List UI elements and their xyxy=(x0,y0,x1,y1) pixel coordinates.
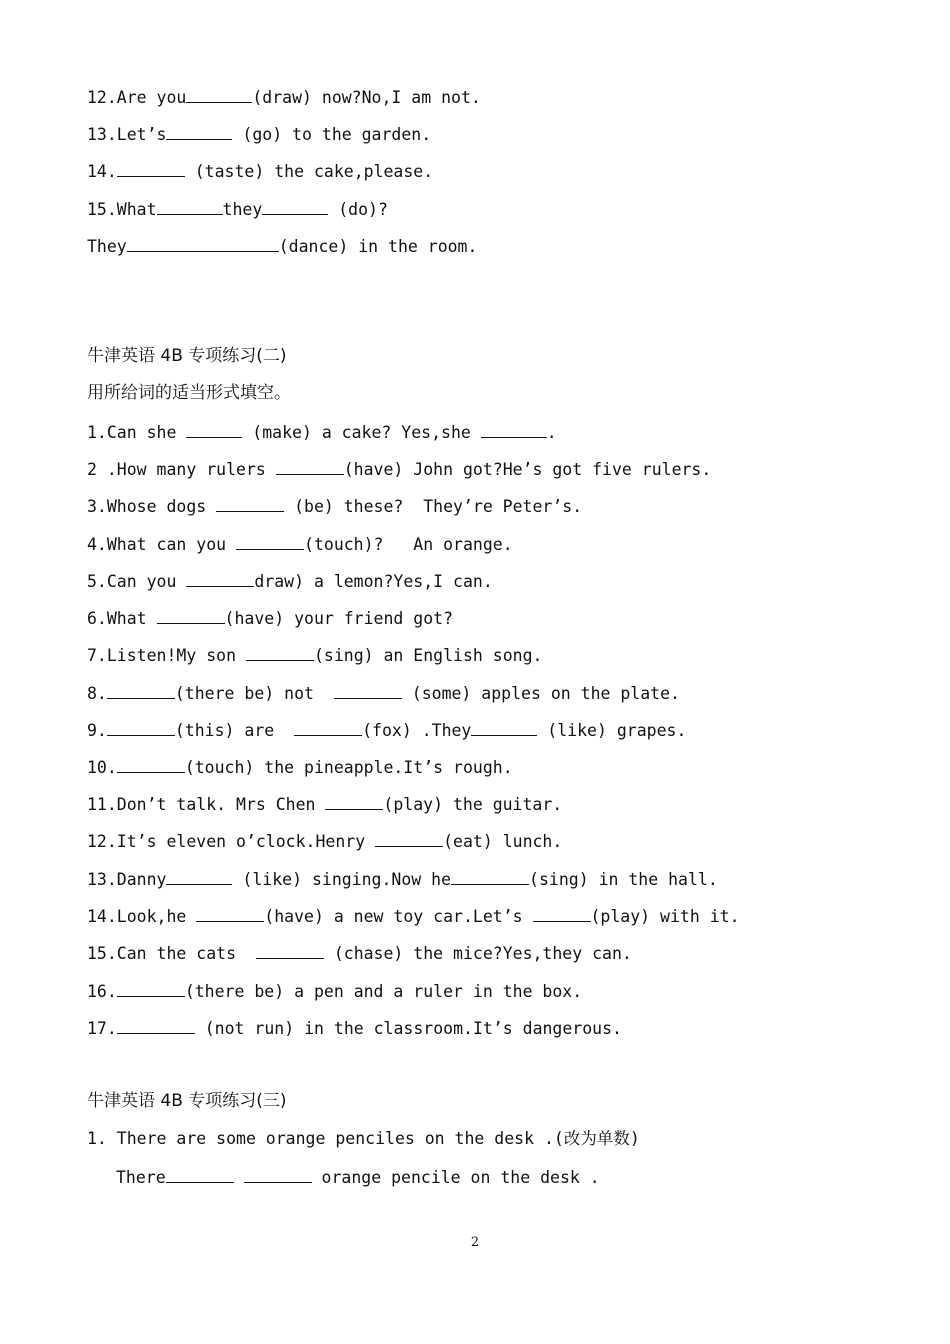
page-number: 2 xyxy=(470,1235,480,1250)
answer-blank[interactable] xyxy=(262,198,328,215)
answer-blank[interactable] xyxy=(375,830,443,847)
exercise-line: 1. There are some orange penciles on the desk .(改为单数) xyxy=(87,1129,640,1148)
exercise-answer-line: There orange pencile on the desk . xyxy=(116,1168,600,1187)
exercise-line: 4.What can you (touch)? An orange. xyxy=(87,535,513,554)
answer-blank[interactable] xyxy=(166,1166,234,1183)
answer-blank[interactable] xyxy=(216,495,284,512)
section-title: 牛津英语 4B 专项练习(二) xyxy=(87,346,287,366)
answer-blank[interactable] xyxy=(294,719,362,736)
exercise-line: 11.Don’t talk. Mrs Chen (play) the guitar. xyxy=(87,795,563,814)
answer-blank[interactable] xyxy=(117,980,185,997)
answer-blank[interactable] xyxy=(533,905,591,922)
exercise-line: 14.Look,he (have) a new toy car.Let’s (play) with it. xyxy=(87,907,740,926)
section-title: 牛津英语 4B 专项练习(三) xyxy=(87,1091,287,1111)
exercise-line: 2 .How many rulers (have) John got?He’s got five rulers. xyxy=(87,460,712,479)
answer-blank[interactable] xyxy=(127,235,279,252)
exercise-line: 10. (touch) the pineapple.It’s rough. xyxy=(87,758,513,777)
answer-blank[interactable] xyxy=(166,123,232,140)
answer-blank[interactable] xyxy=(325,793,383,810)
answer-blank[interactable] xyxy=(107,682,175,699)
answer-blank[interactable] xyxy=(186,86,252,103)
answer-blank[interactable] xyxy=(107,719,175,736)
answer-blank[interactable] xyxy=(276,458,344,475)
answer-blank[interactable] xyxy=(157,607,225,624)
answer-blank[interactable] xyxy=(246,644,314,661)
answer-blank[interactable] xyxy=(186,570,254,587)
exercise-line: 15.What they (do)? xyxy=(87,200,388,219)
answer-blank[interactable] xyxy=(256,942,324,959)
exercise-line: 5.Can you draw) a lemon?Yes,I can. xyxy=(87,572,493,591)
answer-blank[interactable] xyxy=(244,1166,312,1183)
answer-blank[interactable] xyxy=(117,756,185,773)
answer-blank[interactable] xyxy=(157,198,223,215)
exercise-line: 12.Are you (draw) now?No,I am not. xyxy=(87,88,481,107)
answer-blank[interactable] xyxy=(451,868,529,885)
exercise-line: 8. (there be) not (some) apples on the plate. xyxy=(87,684,680,703)
answer-blank[interactable] xyxy=(117,1017,195,1034)
answer-blank[interactable] xyxy=(334,682,402,699)
section-instruction: 用所给词的适当形式填空。 xyxy=(87,383,291,403)
exercise-line: 16. (there be) a pen and a ruler in the box. xyxy=(87,982,583,1001)
answer-blank[interactable] xyxy=(471,719,537,736)
exercise-line: 14. (taste) the cake,please. xyxy=(87,162,434,181)
exercise-line: 7.Listen!My son (sing) an English song. xyxy=(87,646,543,665)
exercise-line: They (dance) in the room. xyxy=(87,237,478,256)
exercise-line: 17. (not run) in the classroom.It’s dangerous. xyxy=(87,1019,622,1038)
answer-blank[interactable] xyxy=(196,905,264,922)
answer-blank[interactable] xyxy=(481,421,547,438)
exercise-line: 12.It’s eleven o’clock.Henry (eat) lunch. xyxy=(87,832,563,851)
exercise-line: 3.Whose dogs (be) these? They’re Peter’s. xyxy=(87,497,583,516)
exercise-line: 15.Can the cats (chase) the mice?Yes,they can. xyxy=(87,944,632,963)
answer-blank[interactable] xyxy=(186,421,242,438)
exercise-line: 13.Danny (like) singing.Now he (sing) in the hall. xyxy=(87,870,718,889)
answer-blank[interactable] xyxy=(166,868,232,885)
exercise-line: 6.What (have) your friend got? xyxy=(87,609,454,628)
exercise-line: 9. (this) are (fox) .They (like) grapes. xyxy=(87,721,687,740)
answer-blank[interactable] xyxy=(117,160,185,177)
exercise-line: 1.Can she (make) a cake? Yes,she . xyxy=(87,423,557,442)
answer-blank[interactable] xyxy=(236,533,304,550)
exercise-line: 13.Let’s (go) to the garden. xyxy=(87,125,432,144)
